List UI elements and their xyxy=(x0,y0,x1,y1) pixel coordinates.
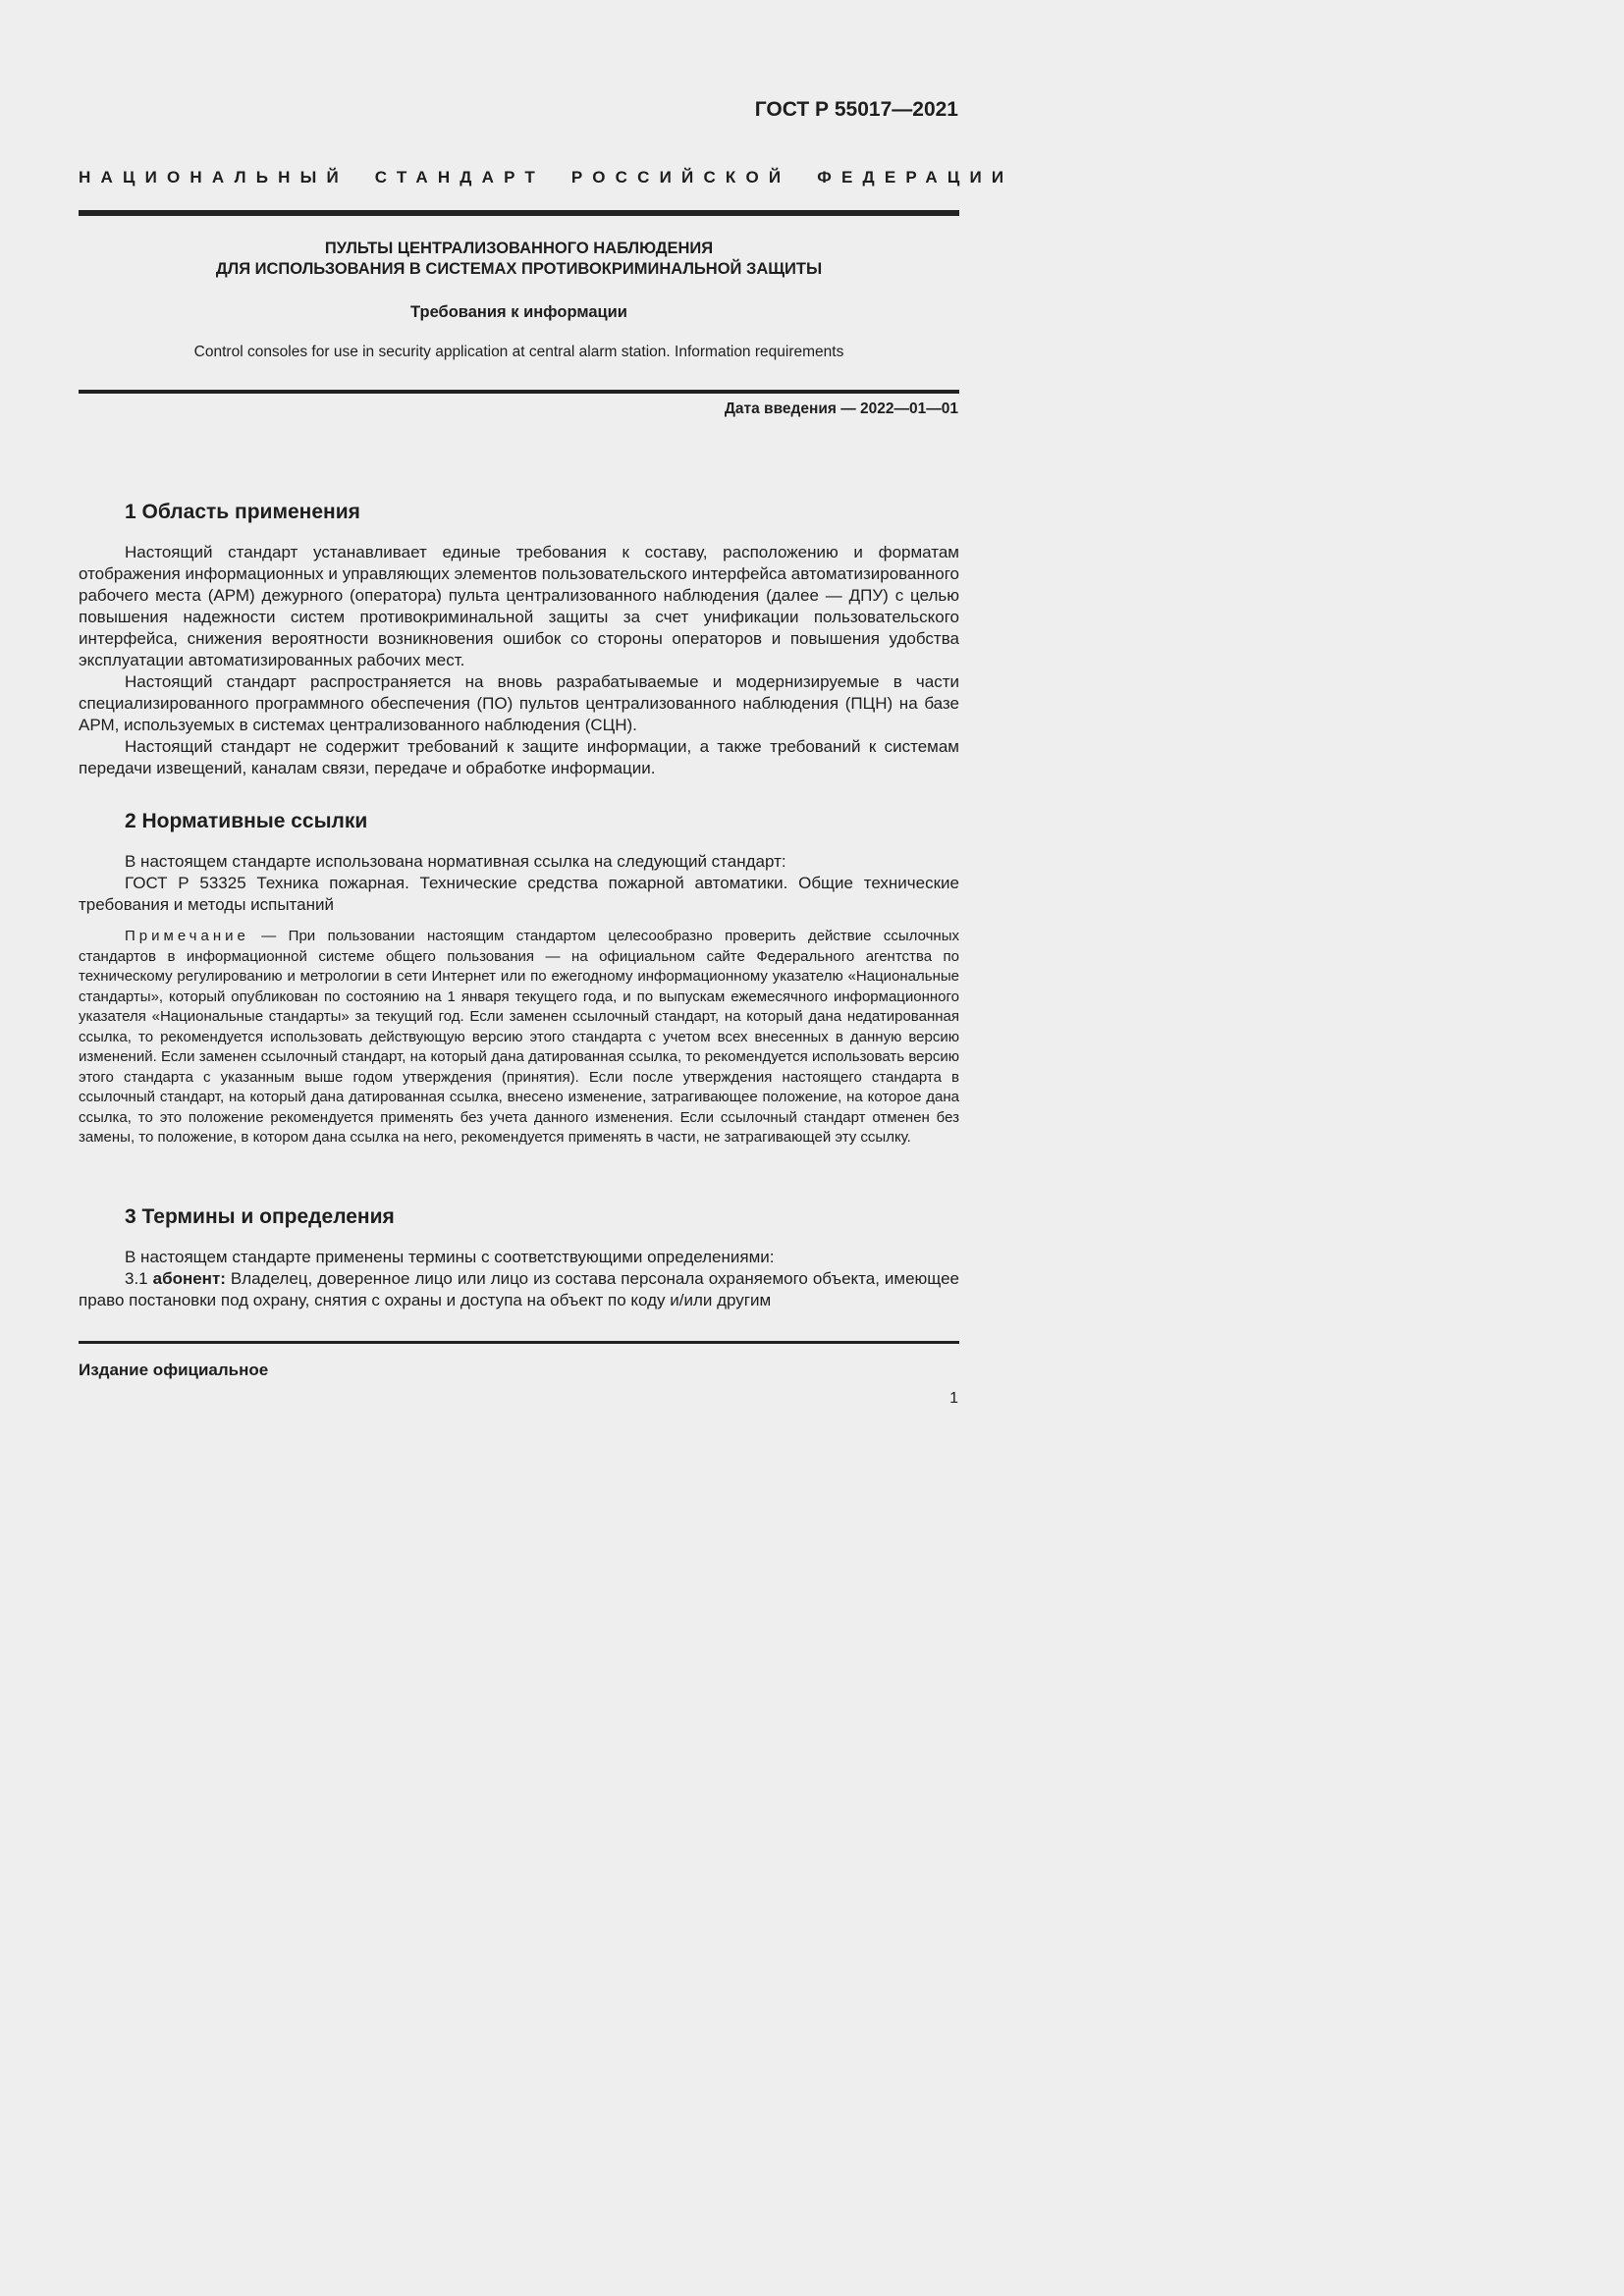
term-number: 3.1 xyxy=(125,1269,153,1288)
section-2-note xyxy=(79,927,959,1148)
section-2-body xyxy=(79,851,959,916)
footer-rule xyxy=(79,1341,959,1344)
note-paragraph xyxy=(79,927,959,1148)
national-standard-heading: НАЦИОНАЛЬНЫЙ СТАНДАРТ РОССИЙСКОЙ ФЕДЕРАЦИИ xyxy=(79,168,1014,187)
official-edition-label: Издание официальное xyxy=(79,1361,269,1379)
section-2-paragraph: В настоящем стандарте использована нормативная ссылка на следующий стандарт: xyxy=(125,852,786,871)
term-name: абонент: xyxy=(152,1269,226,1288)
introduction-date: Дата введения — 2022—01—01 xyxy=(724,400,958,417)
top-thick-rule xyxy=(79,210,959,216)
document-subtitle: Требования к информации xyxy=(410,303,627,321)
title-bottom-rule xyxy=(79,390,959,394)
term-definition: Владелец, доверенное лицо или лицо из состава персонала охраняемого объекта, имеющее право постановки под охрану, снятия с охраны и доступа на объект по коду и/или другим xyxy=(79,1269,959,1309)
title-line-2: ДЛЯ ИСПОЛЬЗОВАНИЯ В СИСТЕМАХ ПРОТИВОКРИМИНАЛЬНОЙ ЗАЩИТЫ xyxy=(215,260,823,278)
note-text: — При пользовании настоящим стандартом целесообразно проверить действие ссылочных стандартов в информационной системе общего пользования — на официальном сайте Федерального агентства по техническому регулированию и метрологии в сети Интернет или по ежегодному информационному указателю «Национальные стандарты», который опубликован по состоянию на 1 января текущего года, и по выпускам ежемесячного информационного указателя «Национальные стандарты» за текущий год. Если заменен ссылочный стандарт, на который дана недатированная ссылка, то рекомендуется использовать действующую версию этого стандарта с учетом всех внесенных в данную версию изменений. Если заменен ссылочный стандарт, на который дана датированная ссылка, то рекомендуется использовать версию этого стандарта с указанным выше годом утверждения (принятия). Если после утверждения настоящего стандарта в ссылочный стандарт, на который дана датированная ссылка, внесено изменение, затрагивающее положение, на которое дана ссылка, то это положение рекомендуется применять без учета данного изменения. Если ссылочный стандарт отменен без замены, то положение, в котором дана ссылка на него, рекомендуется применять в части, не затрагивающей эту ссылку. xyxy=(79,928,959,1146)
section-1-paragraph: Настоящий стандарт устанавливает единые требования к составу, расположению и форматам отображения информационных и управляющих элементов пользовательского интерфейса автоматизированного рабочего места (АРМ) дежурного (оператора) пульта централизованного наблюдения (далее — ДПУ) с целью повышения надежности систем противокриминальной защиты за счет унификации пользовательского интерфейса, снижения вероятности возникновения ошибок со стороны операторов и повышения удобства эксплуатации автоматизированных рабочих мест. xyxy=(79,543,959,669)
section-1-heading: 1 Область применения xyxy=(125,501,360,523)
section-2-heading: 2 Нормативные ссылки xyxy=(125,810,368,832)
section-3-paragraph: В настоящем стандарте применены термины с соответствующими определениями: xyxy=(125,1248,775,1266)
section-1-paragraph: Настоящий стандарт не содержит требований к защите информации, а также требований к системам передачи извещений, каналам связи, передаче и обработке информации. xyxy=(79,737,959,777)
page-number: 1 xyxy=(949,1390,958,1407)
note-label: Примечание xyxy=(125,928,249,944)
section-3-body xyxy=(79,1247,959,1311)
section-2-reference: ГОСТ Р 53325 Техника пожарная. Технические средства пожарной автоматики. Общие технические требования и методы испытаний xyxy=(79,874,959,914)
english-title: Control consoles for use in security application at central alarm station. Information requirements xyxy=(193,344,844,360)
term-3-1 xyxy=(79,1268,959,1311)
document-number: ГОСТ Р 55017—2021 xyxy=(754,98,958,121)
section-3-heading: 3 Термины и определения xyxy=(125,1205,395,1228)
section-1-body xyxy=(79,542,959,779)
title-line-1: ПУЛЬТЫ ЦЕНТРАЛИЗОВАННОГО НАБЛЮДЕНИЯ xyxy=(324,240,714,257)
section-1-paragraph: Настоящий стандарт распространяется на вновь разрабатываемые и модернизируемые в части специализированного программного обеспечения (ПО) пультов централизованного наблюдения (ПЦН) на базе АРМ, используемых в системах централизованного наблюдения (СЦН). xyxy=(79,672,959,734)
document-title xyxy=(79,239,959,280)
